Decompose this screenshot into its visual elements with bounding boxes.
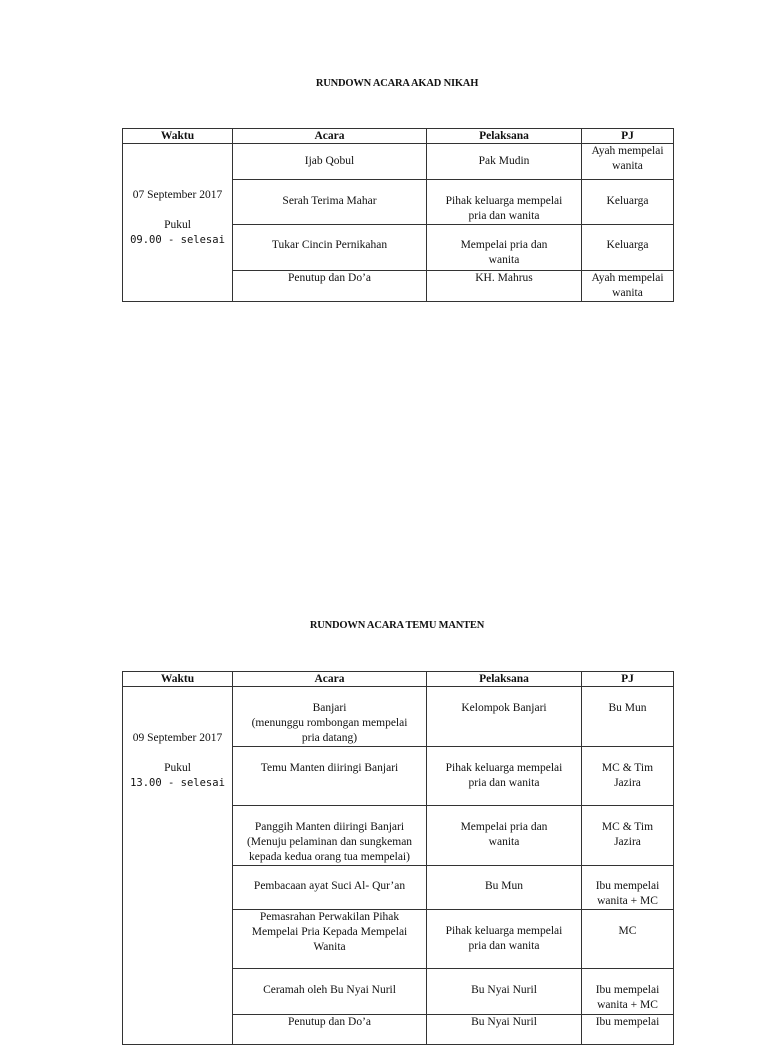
pelaksana-cell — [427, 144, 582, 180]
pj-line: Ayah mempelai — [591, 272, 664, 284]
pelaksana-line: Mempelai pria dan — [460, 821, 548, 833]
pj-line: Ibu mempelai — [595, 880, 660, 892]
pj-cell — [582, 866, 674, 910]
acara-line: pria datang) — [301, 732, 358, 744]
acara-text: Ceramah oleh Bu Nyai Nuril — [263, 984, 396, 996]
pj-cell — [582, 180, 674, 225]
pelaksana-cell — [427, 180, 582, 225]
table-row — [123, 144, 674, 180]
acara-line: (Menuju pelaminan dan sungkeman — [246, 836, 413, 848]
pelaksana-cell — [427, 687, 582, 747]
acara-cell — [233, 271, 427, 302]
acara-cell — [233, 747, 427, 806]
pj-line: Ayah mempelai — [591, 145, 664, 157]
pj-line: MC & Tim — [601, 762, 654, 774]
pelaksana-line: Pihak keluarga mempelai — [445, 195, 563, 207]
pj-line: Jazira — [614, 836, 641, 848]
akad-title: RUNDOWN ACARA AKAD NIKAH — [315, 78, 479, 89]
pelaksana-line: pria dan wanita — [468, 940, 540, 952]
pelaksana-text: Bu Mun — [484, 880, 524, 892]
temu-title: RUNDOWN ACARA TEMU MANTEN — [309, 620, 485, 631]
temu-rundown-table — [122, 671, 674, 1045]
header-pelaksana: Pelaksana — [427, 672, 582, 687]
pelaksana-line: Pihak keluarga mempelai — [445, 925, 563, 937]
acara-cell — [233, 687, 427, 747]
pj-cell — [582, 806, 674, 866]
waktu-cell — [123, 144, 233, 302]
pelaksana-text: Bu Nyai Nuril — [471, 984, 537, 996]
pelaksana-cell — [427, 866, 582, 910]
pelaksana-cell — [427, 910, 582, 969]
waktu-cell — [123, 687, 233, 1045]
pelaksana-text: Pak Mudin — [478, 155, 530, 167]
acara-text: Pembacaan ayat Suci Al- Qur’an — [253, 880, 406, 892]
pelaksana-line: wanita — [488, 836, 520, 848]
acara-cell — [233, 910, 427, 969]
pelaksana-cell — [427, 747, 582, 806]
acara-text: Ijab Qobul — [304, 155, 355, 167]
pj-line: MC & Tim — [601, 821, 654, 833]
header-pelaksana: Pelaksana — [427, 129, 582, 144]
waktu-pukul: Pukul — [164, 218, 191, 231]
pelaksana-text: Kelompok Banjari — [461, 702, 547, 714]
pelaksana-text: Bu Nyai Nuril — [471, 1016, 537, 1028]
waktu-date: 07 September 2017 — [132, 188, 223, 201]
pelaksana-line: pria dan wanita — [468, 210, 540, 222]
pj-cell — [582, 271, 674, 302]
pj-line: Ibu mempelai — [595, 984, 660, 996]
header-pj: PJ — [582, 129, 674, 144]
header-pj: PJ — [582, 672, 674, 687]
header-acara: Acara — [233, 129, 427, 144]
waktu-time: 13.00 - selesai — [130, 777, 225, 789]
pelaksana-line: wanita — [488, 254, 520, 266]
acara-text: Penutup dan Do’a — [287, 272, 372, 284]
pj-line: wanita — [612, 160, 643, 172]
pelaksana-cell — [427, 969, 582, 1015]
pj-line: Jazira — [614, 777, 641, 789]
pelaksana-cell — [427, 271, 582, 302]
table-header-row — [123, 129, 674, 144]
acara-text: Tukar Cincin Pernikahan — [271, 239, 388, 251]
waktu-pukul: Pukul — [164, 762, 191, 774]
table-row — [123, 687, 674, 747]
pj-text: Bu Mun — [608, 702, 647, 714]
pelaksana-cell — [427, 225, 582, 271]
acara-line: Banjari — [312, 702, 347, 714]
waktu-date: 09 September 2017 — [132, 732, 223, 744]
acara-cell — [233, 225, 427, 271]
akad-rundown-table — [122, 128, 674, 302]
acara-cell — [233, 1015, 427, 1045]
pelaksana-line: Pihak keluarga mempelai — [445, 762, 563, 774]
acara-cell — [233, 806, 427, 866]
header-waktu: Waktu — [123, 129, 233, 144]
acara-text: Penutup dan Do’a — [287, 1016, 372, 1028]
pelaksana-text: KH. Mahrus — [475, 272, 533, 284]
pj-line: wanita — [612, 287, 643, 299]
acara-text: Temu Manten diiringi Banjari — [260, 762, 399, 774]
acara-line: Panggih Manten diiringi Banjari — [254, 821, 405, 833]
pj-text: MC — [618, 925, 637, 937]
pj-cell — [582, 144, 674, 180]
pj-text: Keluarga — [606, 195, 649, 207]
table-header-row — [123, 672, 674, 687]
pj-cell — [582, 1015, 674, 1045]
pj-cell — [582, 687, 674, 747]
acara-cell — [233, 180, 427, 225]
acara-text: Serah Terima Mahar — [282, 195, 377, 207]
acara-cell — [233, 144, 427, 180]
acara-cell — [233, 866, 427, 910]
header-acara: Acara — [233, 672, 427, 687]
acara-line: Pemasrahan Perwakilan Pihak — [259, 911, 400, 923]
pj-line: wanita + MC — [597, 999, 658, 1011]
pj-line: wanita + MC — [597, 895, 658, 907]
pj-cell — [582, 969, 674, 1015]
pj-text: Keluarga — [606, 239, 649, 251]
pelaksana-line: pria dan wanita — [468, 777, 540, 789]
acara-line: kepada kedua orang tua mempelai) — [249, 851, 410, 863]
waktu-time: 09.00 - selesai — [130, 233, 225, 246]
pelaksana-line: Mempelai pria dan — [460, 239, 548, 251]
pj-cell — [582, 910, 674, 969]
pj-cell — [582, 225, 674, 271]
acara-cell — [233, 969, 427, 1015]
pj-cell — [582, 747, 674, 806]
pelaksana-cell — [427, 1015, 582, 1045]
acara-line: Mempelai Pria Kepada Mempelai — [251, 926, 408, 938]
pelaksana-cell — [427, 806, 582, 866]
pj-text: Ibu mempelai — [595, 1016, 660, 1028]
header-waktu: Waktu — [123, 672, 233, 687]
acara-line: (menunggu rombongan mempelai — [251, 717, 408, 729]
acara-line: Wanita — [313, 941, 346, 953]
